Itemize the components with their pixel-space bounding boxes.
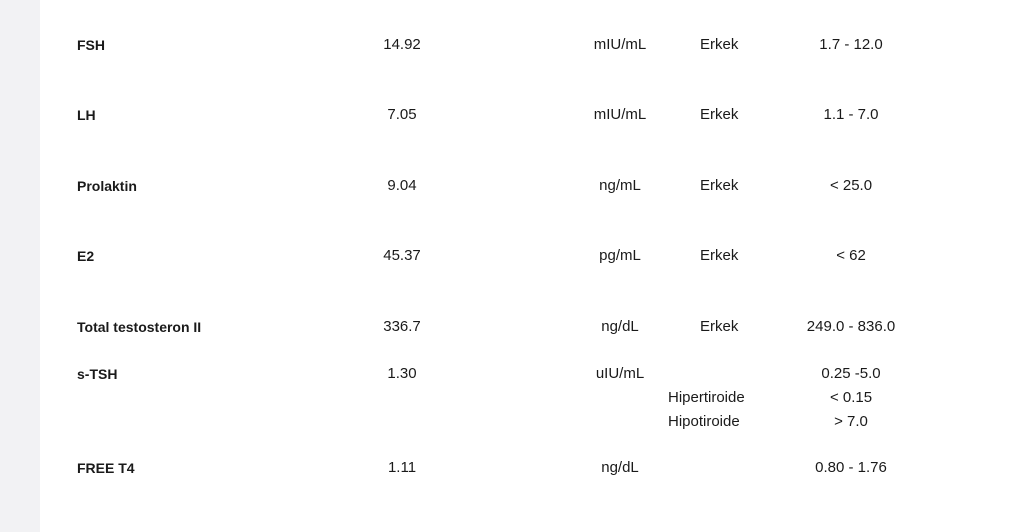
result-row-fsh [40, 33, 1024, 57]
test-name: s-TSH [77, 366, 118, 382]
result-row-free-t4 [40, 456, 1024, 480]
reference-range: < 62 [836, 247, 866, 264]
reference-group: Hipertiroide [668, 389, 745, 406]
reference-group: Erkek [700, 247, 739, 264]
test-value: 45.37 [383, 247, 421, 264]
test-unit: uIU/mL [595, 365, 645, 382]
lab-report-sheet [40, 0, 1024, 532]
test-name: E2 [77, 248, 95, 264]
test-name: Prolaktin [77, 178, 137, 194]
result-row-e2 [40, 244, 1024, 268]
test-value: 9.04 [387, 177, 417, 194]
reference-range: 0.80 - 1.76 [815, 459, 887, 476]
test-value: 7.05 [387, 106, 417, 123]
result-row-total-testosteron [40, 315, 1024, 339]
test-name: Total testosteron II [77, 319, 202, 335]
test-unit: ng/dL [601, 318, 639, 335]
test-unit: ng/mL [599, 177, 641, 194]
result-row-lh [40, 103, 1024, 127]
test-unit: pg/mL [599, 247, 641, 264]
test-value: 336.7 [383, 318, 421, 335]
reference-range: 1.1 - 7.0 [823, 106, 879, 123]
test-unit: mIU/mL [593, 36, 647, 53]
result-row-prolaktin [40, 174, 1024, 198]
reference-range: 1.7 - 12.0 [819, 36, 883, 53]
result-row-s-tsh [40, 362, 1024, 386]
test-value: 1.11 [387, 459, 417, 476]
reference-group: Erkek [700, 177, 739, 194]
reference-group: Erkek [700, 36, 739, 53]
reference-group: Hipotiroide [668, 413, 740, 430]
tsh-subrange-hipotiroide [40, 410, 1024, 434]
test-name: LH [77, 107, 96, 123]
tsh-subrange-hipertiroide [40, 386, 1024, 410]
reference-range: > 7.0 [834, 413, 868, 430]
test-name: FREE T4 [77, 460, 135, 476]
reference-range: < 0.15 [829, 389, 873, 406]
test-value: 1.30 [387, 365, 417, 382]
test-name: FSH [77, 37, 105, 53]
reference-group: Erkek [700, 106, 739, 123]
test-value: 14.92 [383, 36, 421, 53]
reference-range: 0.25 -5.0 [821, 365, 881, 382]
test-unit: mIU/mL [593, 106, 647, 123]
reference-group: Erkek [700, 318, 739, 335]
reference-range: < 25.0 [829, 177, 873, 194]
reference-range: 249.0 - 836.0 [806, 318, 896, 335]
test-unit: ng/dL [601, 459, 639, 476]
